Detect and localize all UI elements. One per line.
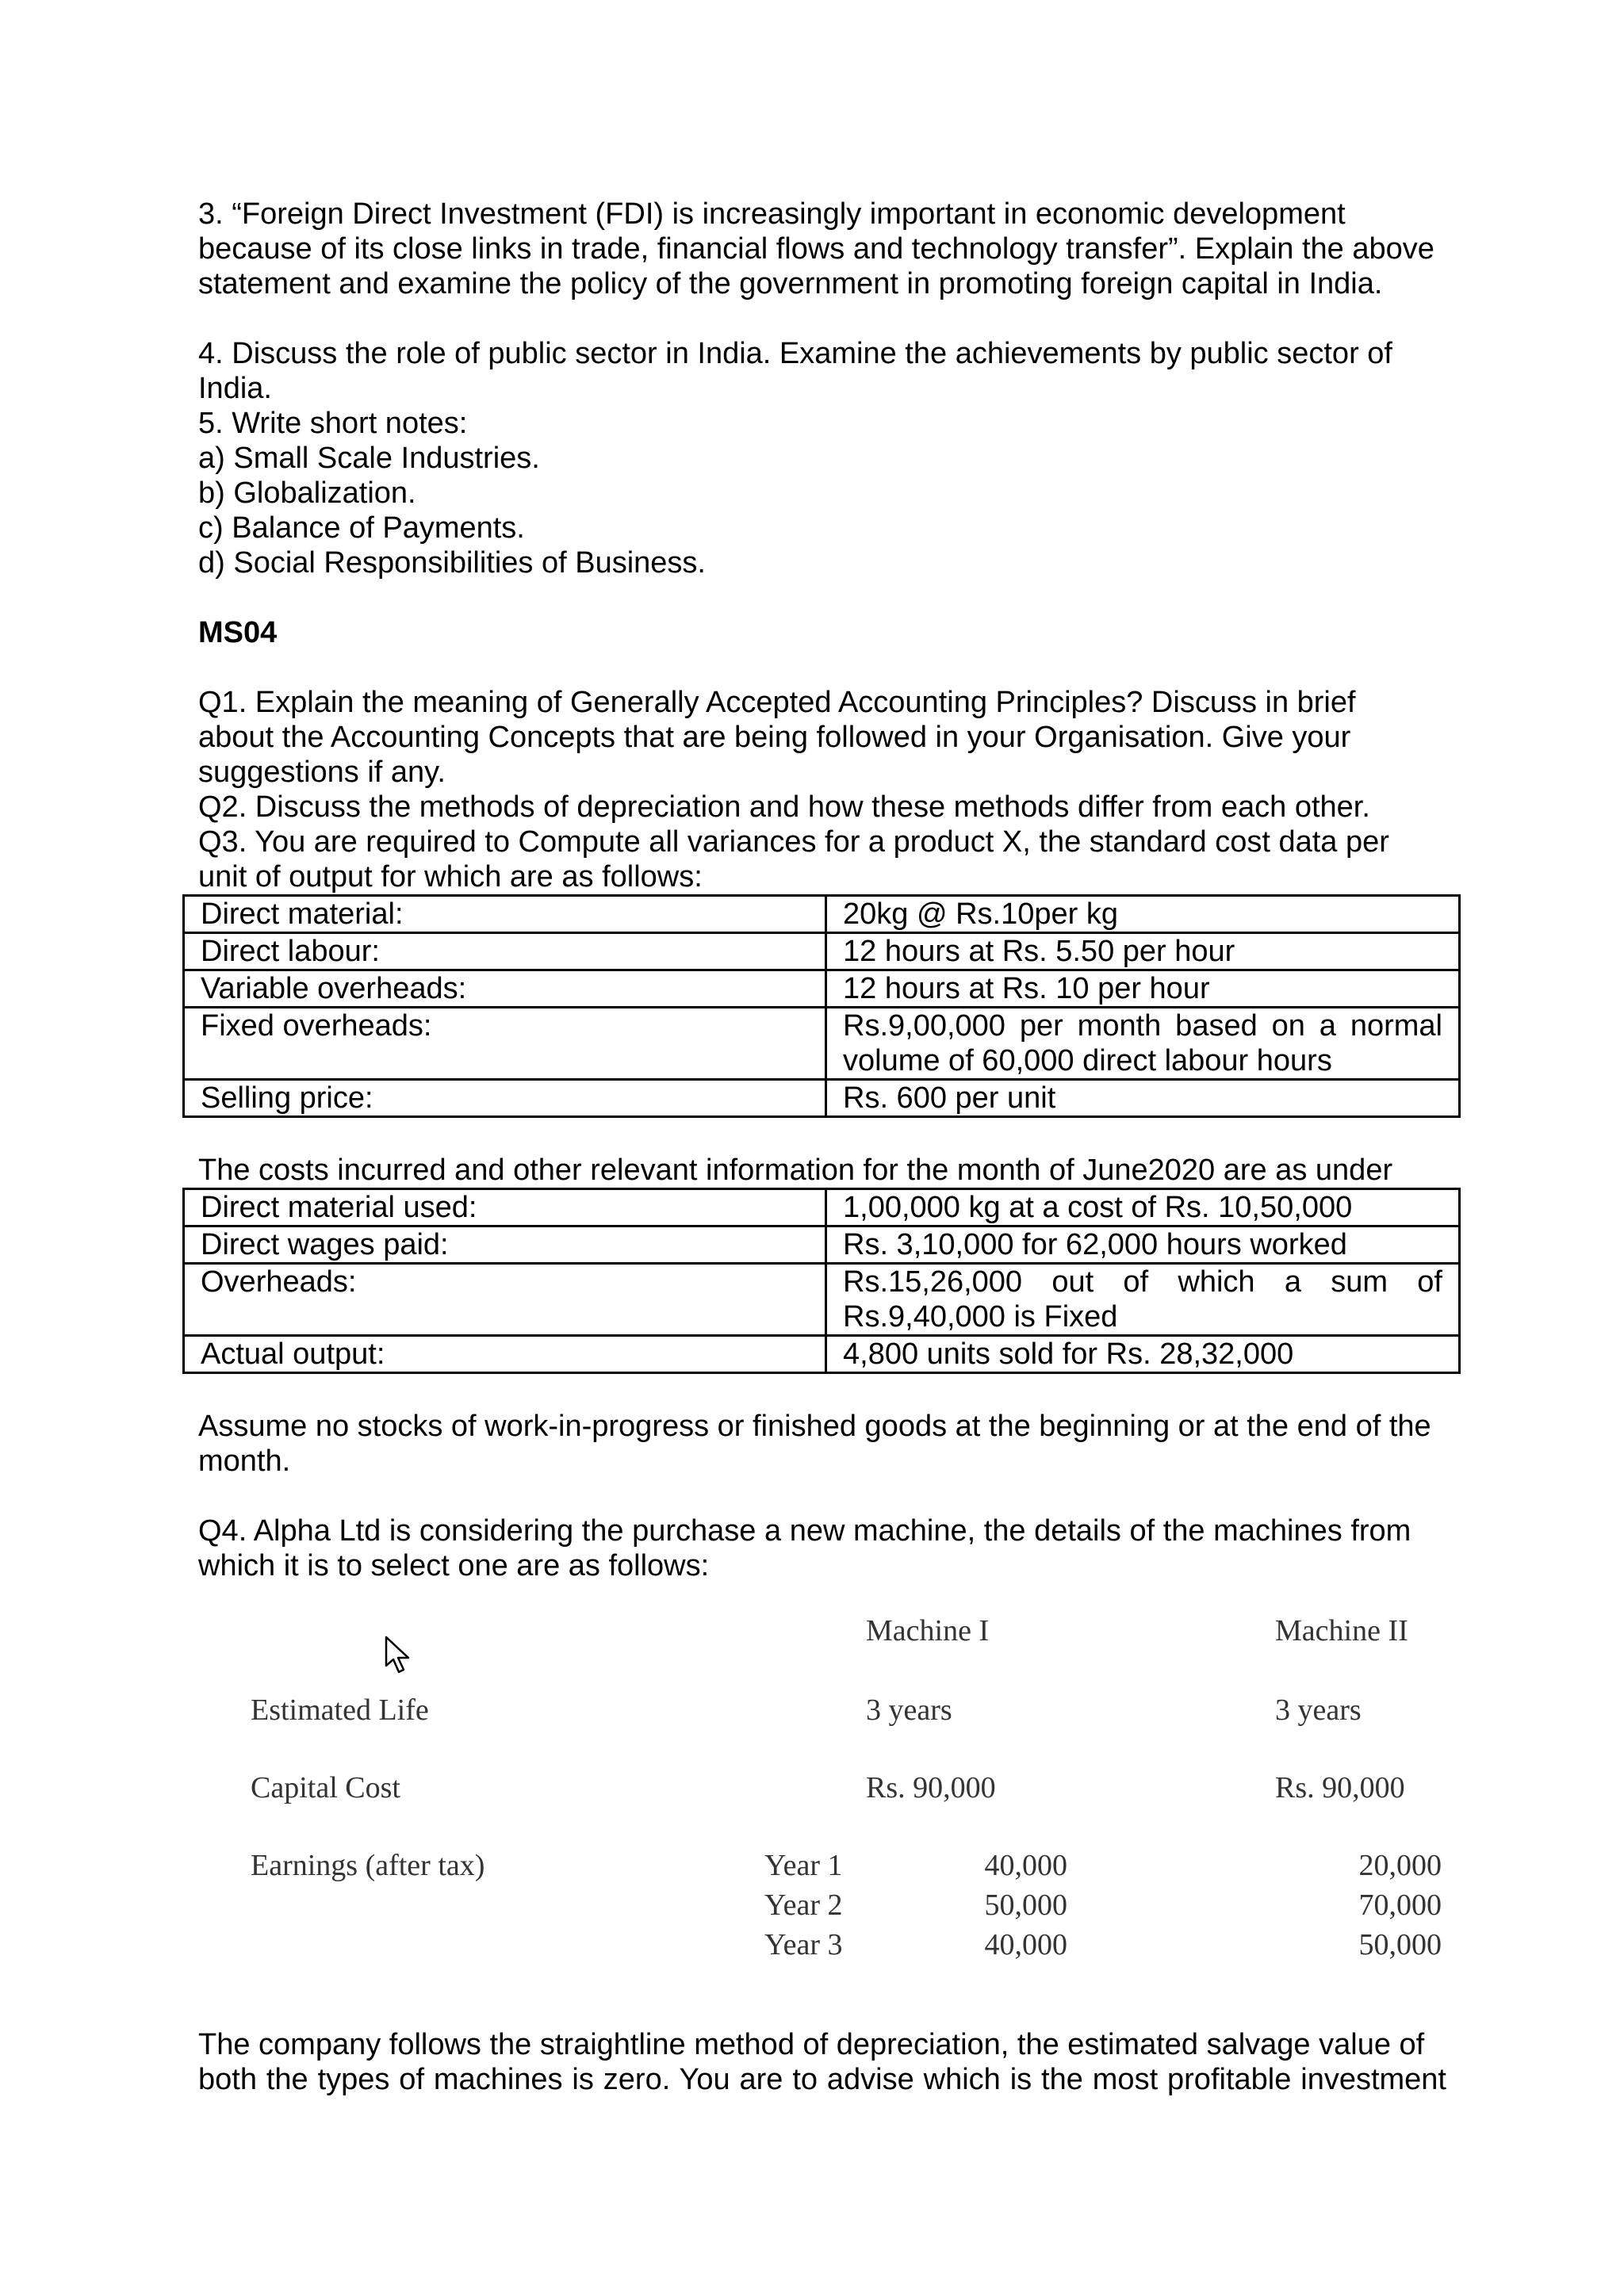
machine-1-life: 3 years <box>866 1693 952 1727</box>
table-cell-label: Selling price: <box>184 1080 826 1117</box>
short-notes-title: 5. Write short notes: <box>198 407 468 440</box>
variance-question-line-1: Q3. You are required to Compute all variances for a product X, the standard cost data per <box>198 825 1389 859</box>
short-note-item: c) Balance of Payments. <box>198 511 525 545</box>
gaap-question-line-3: suggestions if any. <box>198 756 446 789</box>
table-cell-value <box>826 1264 1460 1336</box>
variance-question-line-2: unit of output for which are as follows: <box>198 860 703 894</box>
short-note-item: d) Social Responsibilities of Business. <box>198 546 706 580</box>
document-page <box>198 197 1446 2097</box>
machine-1-cost: Rs. 90,000 <box>866 1771 996 1804</box>
fdi-question-line-1: 3. “Foreign Direct Investment (FDI) is increasingly important in economic development <box>198 197 1346 231</box>
table-row <box>184 896 1460 933</box>
table-cell-label: Overheads: <box>184 1264 826 1336</box>
machine-1-earning: 40,000 <box>984 1928 1067 1961</box>
closing-line-1: The company follows the straightline method of depreciation, the estimated salvage value of <box>198 2028 1425 2061</box>
standard-cost-table <box>182 894 1461 1118</box>
table-row <box>184 1264 1460 1336</box>
year-label: Year 2 <box>764 1888 843 1922</box>
closing-line-2: both the types of machines is zero. You are to advise which is the most profitable investment <box>198 2063 1446 2096</box>
table-row <box>184 1226 1460 1264</box>
table-cell-value: 1,00,000 kg at a cost of Rs. 10,50,000 <box>826 1189 1460 1226</box>
assumption-line-2: month. <box>198 1445 291 1478</box>
year-label: Year 1 <box>764 1849 843 1882</box>
table-cell-value <box>826 1008 1460 1080</box>
table-cell-label: Variable overheads: <box>184 970 826 1008</box>
machine-1-earning: 40,000 <box>984 1849 1067 1882</box>
table-cell-value-line: volume of 60,000 direct labour hours <box>843 1044 1332 1077</box>
table-cell-value-line: Rs.9,40,000 is Fixed <box>843 1300 1118 1334</box>
public-sector-question-line-2: India. <box>198 372 272 405</box>
mouse-cursor-icon <box>384 1636 412 1675</box>
earnings-label: Earnings (after tax) <box>251 1849 485 1882</box>
table-cell-value: 20kg @ Rs.10per kg <box>826 896 1460 933</box>
table-cell-value-line: Rs.15,26,000 out of which a sum of <box>843 1265 1442 1299</box>
table-row <box>184 933 1460 970</box>
table-cell-label: Fixed overheads: <box>184 1008 826 1080</box>
machine-2-cost: Rs. 90,000 <box>1275 1771 1405 1804</box>
machine-2-earning: 20,000 <box>1358 1849 1442 1882</box>
table-row <box>184 1080 1460 1117</box>
public-sector-question-line-1: 4. Discuss the role of public sector in India. Examine the achievements by public sector of <box>198 337 1392 370</box>
table-cell-value: 12 hours at Rs. 10 per hour <box>826 970 1460 1008</box>
actual-costs-intro: The costs incurred and other relevant information for the month of June2020 are as under <box>198 1154 1393 1187</box>
table-cell-value-line: Rs.9,00,000 per month based on a normal <box>843 1009 1442 1043</box>
machine-comparison-figure <box>198 1583 1446 1961</box>
table-row <box>184 970 1460 1008</box>
table-cell-value: 12 hours at Rs. 5.50 per hour <box>826 933 1460 970</box>
table-cell-value: Rs. 600 per unit <box>826 1080 1460 1117</box>
machine-question-line-2: which it is to select one are as follows: <box>198 1549 710 1582</box>
assumption-line-1: Assume no stocks of work-in-progress or finished goods at the beginning or at the end of the <box>198 1410 1431 1443</box>
short-note-item: b) Globalization. <box>198 476 416 510</box>
machine-1-header: Machine I <box>866 1614 990 1647</box>
table-row <box>184 1189 1460 1226</box>
section-heading: MS04 <box>198 616 278 649</box>
year-label: Year 3 <box>764 1928 843 1961</box>
table-row <box>184 1336 1460 1373</box>
table-row <box>184 1008 1460 1080</box>
depreciation-question: Q2. Discuss the methods of depreciation and how these methods differ from each other. <box>198 790 1370 824</box>
machine-question-line-1: Q4. Alpha Ltd is considering the purchase a new machine, the details of the machines from <box>198 1514 1411 1548</box>
machine-2-earning: 70,000 <box>1358 1888 1442 1922</box>
fdi-question-line-3: statement and examine the policy of the government in promoting foreign capital in India. <box>198 267 1383 300</box>
table-cell-value: 4,800 units sold for Rs. 28,32,000 <box>826 1336 1460 1373</box>
machine-2-header: Machine II <box>1275 1614 1408 1647</box>
capital-cost-label: Capital Cost <box>251 1771 400 1804</box>
gaap-question-line-2: about the Accounting Concepts that are being followed in your Organisation. Give your <box>198 721 1351 754</box>
machine-1-earning: 50,000 <box>984 1888 1067 1922</box>
machine-2-life: 3 years <box>1275 1693 1362 1727</box>
estimated-life-label: Estimated Life <box>251 1693 429 1727</box>
table-cell-label: Direct material: <box>184 896 826 933</box>
table-cell-label: Direct wages paid: <box>184 1226 826 1264</box>
short-note-item: a) Small Scale Industries. <box>198 442 540 475</box>
table-cell-label: Actual output: <box>184 1336 826 1373</box>
fdi-question-line-2: because of its close links in trade, financial flows and technology transfer”. Explain the above <box>198 232 1434 266</box>
table-cell-label: Direct labour: <box>184 933 826 970</box>
machine-2-earning: 50,000 <box>1358 1928 1442 1961</box>
gaap-question-line-1: Q1. Explain the meaning of Generally Accepted Accounting Principles? Discuss in brief <box>198 686 1356 719</box>
table-cell-label: Direct material used: <box>184 1189 826 1226</box>
actual-cost-table <box>182 1188 1461 1374</box>
table-cell-value: Rs. 3,10,000 for 62,000 hours worked <box>826 1226 1460 1264</box>
